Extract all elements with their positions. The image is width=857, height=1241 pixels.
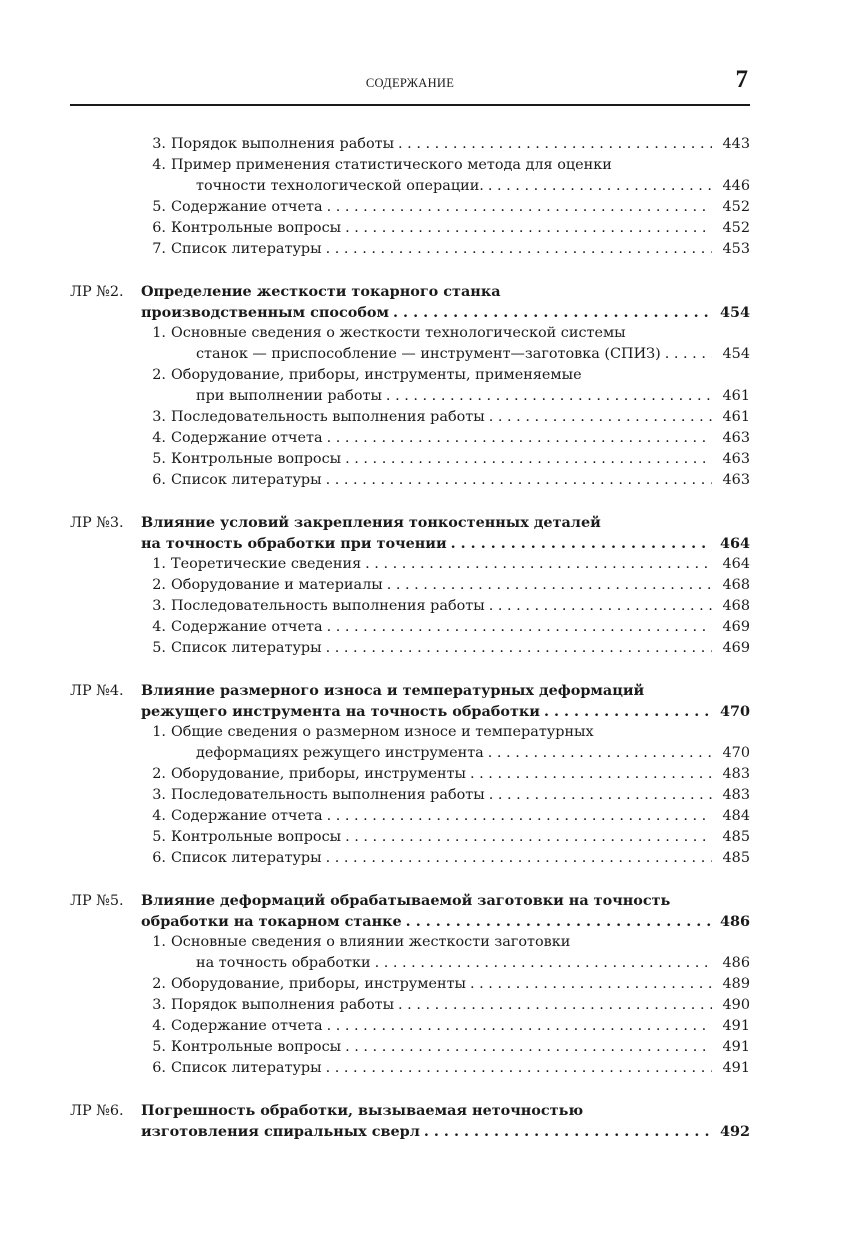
lab-work-title: Влияние деформаций обрабатываемой заготовки на точность xyxy=(141,892,671,909)
lab-work-title: Влияние размерного износа и температурных деформаций xyxy=(141,682,645,699)
entry-label: точности технологической операции. xyxy=(196,178,484,194)
entry-label: Список литературы xyxy=(171,241,322,257)
dot-leader xyxy=(327,428,712,449)
toc-entry[interactable] xyxy=(70,239,750,260)
dot-leader xyxy=(451,533,712,554)
entry-page-number: 470 xyxy=(722,745,750,761)
lab-work-heading[interactable] xyxy=(70,890,750,911)
lab-work-page-number: 470 xyxy=(719,703,750,720)
toc-entry[interactable] xyxy=(70,1058,750,1079)
page-number: 7 xyxy=(735,66,748,93)
entry-label: Оборудование, приборы, инструменты xyxy=(171,766,466,782)
toc-entry[interactable] xyxy=(70,428,750,449)
dot-leader xyxy=(489,596,712,617)
page-header xyxy=(70,0,750,106)
lab-work-section xyxy=(70,680,750,869)
toc-continuation-block xyxy=(70,134,750,260)
entry-page-number: 485 xyxy=(722,829,750,845)
dot-leader xyxy=(470,974,712,995)
entry-page-number: 483 xyxy=(722,787,750,803)
dot-leader xyxy=(393,302,712,323)
toc-entry[interactable] xyxy=(70,1037,750,1058)
entry-number: 2. xyxy=(152,766,166,782)
entry-label: Контрольные вопросы xyxy=(171,1039,342,1055)
entry-number: 3. xyxy=(152,997,166,1013)
dot-leader xyxy=(345,218,712,239)
entry-label: Основные сведения о жесткости технологической системы xyxy=(171,325,626,341)
toc-entry[interactable] xyxy=(70,1016,750,1037)
dot-leader xyxy=(345,827,712,848)
entry-label: станок — приспособление — инструмент—заготовка (СПИЗ) xyxy=(196,346,661,362)
dot-leader xyxy=(327,617,712,638)
entry-number: 4. xyxy=(152,808,166,824)
lab-work-heading[interactable] xyxy=(70,281,750,302)
entry-number: 1. xyxy=(152,934,166,950)
entry-number: 5. xyxy=(152,451,166,467)
entry-label: Контрольные вопросы xyxy=(171,451,342,467)
dot-leader xyxy=(398,995,712,1016)
lab-work-title: режущего инструмента на точность обработки xyxy=(141,703,540,720)
entry-number: 7. xyxy=(152,241,166,257)
toc-entry[interactable] xyxy=(70,617,750,638)
toc-entry[interactable] xyxy=(70,932,750,953)
entry-number: 3. xyxy=(152,136,166,152)
toc-entry[interactable] xyxy=(70,344,750,365)
dot-leader xyxy=(365,554,712,575)
entry-number: 3. xyxy=(152,598,166,614)
entry-number: 5. xyxy=(152,1039,166,1055)
entry-label: Последовательность выполнения работы xyxy=(171,787,485,803)
dot-leader xyxy=(327,197,712,218)
toc-entry[interactable] xyxy=(70,575,750,596)
entry-number: 5. xyxy=(152,199,166,215)
entry-label: Последовательность выполнения работы xyxy=(171,598,485,614)
entry-page-number: 490 xyxy=(722,997,750,1013)
lab-work-section xyxy=(70,281,750,491)
entry-label: Список литературы xyxy=(171,1060,322,1076)
dot-leader xyxy=(387,575,712,596)
toc-entry[interactable] xyxy=(70,470,750,491)
dot-leader xyxy=(327,1016,712,1037)
toc-entry[interactable] xyxy=(70,176,750,197)
entry-label: Содержание отчета xyxy=(171,1018,323,1034)
toc-entry[interactable] xyxy=(70,155,750,176)
dot-leader xyxy=(326,239,712,260)
dot-leader xyxy=(488,176,712,197)
entry-number: 4. xyxy=(152,1018,166,1034)
entry-number: 6. xyxy=(152,850,166,866)
entry-page-number: 469 xyxy=(722,640,750,656)
entry-page-number: 463 xyxy=(722,451,750,467)
toc-entry[interactable] xyxy=(70,806,750,827)
entry-page-number: 483 xyxy=(722,766,750,782)
lab-work-heading[interactable] xyxy=(70,1100,750,1121)
toc-entry[interactable] xyxy=(70,554,750,575)
entry-number: 3. xyxy=(152,409,166,425)
entry-label: Последовательность выполнения работы xyxy=(171,409,485,425)
toc-entry[interactable] xyxy=(70,386,750,407)
entry-number: 1. xyxy=(152,724,166,740)
entry-number: 4. xyxy=(152,157,166,173)
entry-label: Оборудование и материалы xyxy=(171,577,383,593)
lab-work-number: ЛР №6. xyxy=(70,1103,124,1119)
lab-work-title: Влияние условий закрепления тонкостенных деталей xyxy=(141,514,601,531)
dot-leader xyxy=(406,911,712,932)
entry-number: 3. xyxy=(152,787,166,803)
entry-label: Контрольные вопросы xyxy=(171,220,342,236)
toc-entry[interactable] xyxy=(70,365,750,386)
entry-page-number: 454 xyxy=(722,346,750,362)
dot-leader xyxy=(326,638,712,659)
lab-work-title: Погрешность обработки, вызываемая неточностью xyxy=(141,1102,584,1119)
entry-page-number: 469 xyxy=(722,619,750,635)
lab-work-number: ЛР №5. xyxy=(70,893,124,909)
lab-work-heading[interactable] xyxy=(70,911,750,932)
entry-page-number: 491 xyxy=(722,1018,750,1034)
dot-leader xyxy=(489,407,712,428)
entry-label: Основные сведения о влиянии жесткости заготовки xyxy=(171,934,571,950)
entry-page-number: 484 xyxy=(722,808,750,824)
lab-work-page-number: 492 xyxy=(719,1123,750,1140)
entry-number: 6. xyxy=(152,472,166,488)
header-rule xyxy=(70,104,750,106)
entry-number: 5. xyxy=(152,640,166,656)
entry-number: 2. xyxy=(152,577,166,593)
entry-number: 6. xyxy=(152,220,166,236)
dot-leader xyxy=(345,449,712,470)
entry-number: 2. xyxy=(152,367,166,383)
entry-page-number: 468 xyxy=(722,598,750,614)
entry-label: Список литературы xyxy=(171,640,322,656)
toc-entry[interactable] xyxy=(70,134,750,155)
entry-number: 1. xyxy=(152,325,166,341)
toc-entry[interactable] xyxy=(70,743,750,764)
lab-work-number: ЛР №2. xyxy=(70,284,124,300)
lab-work-section xyxy=(70,890,750,1079)
entry-page-number: 486 xyxy=(722,955,750,971)
entry-page-number: 443 xyxy=(722,136,750,152)
entry-number: 5. xyxy=(152,829,166,845)
lab-work-heading[interactable] xyxy=(70,1121,750,1142)
entry-label: Пример применения статистического метода для оценки xyxy=(171,157,612,173)
dot-leader xyxy=(398,134,712,155)
entry-page-number: 452 xyxy=(722,199,750,215)
toc-entry[interactable] xyxy=(70,974,750,995)
entry-label: Содержание отчета xyxy=(171,619,323,635)
entry-label: Порядок выполнения работы xyxy=(171,997,395,1013)
entry-label: на точность обработки xyxy=(196,955,371,971)
entry-page-number: 461 xyxy=(722,388,750,404)
lab-work-page-number: 464 xyxy=(719,535,750,552)
toc-entry[interactable] xyxy=(70,722,750,743)
lab-work-heading[interactable] xyxy=(70,680,750,701)
toc-entry[interactable] xyxy=(70,218,750,239)
lab-work-number: ЛР №4. xyxy=(70,683,124,699)
entry-number: 2. xyxy=(152,976,166,992)
entry-page-number: 489 xyxy=(722,976,750,992)
entry-page-number: 463 xyxy=(722,430,750,446)
entry-number: 4. xyxy=(152,619,166,635)
dot-leader xyxy=(386,386,712,407)
dot-leader xyxy=(489,785,712,806)
entry-label: Содержание отчета xyxy=(171,199,323,215)
entry-label: Содержание отчета xyxy=(171,808,323,824)
toc-entry[interactable] xyxy=(70,785,750,806)
lab-work-section xyxy=(70,1100,750,1142)
lab-work-heading[interactable] xyxy=(70,512,750,533)
entry-page-number: 491 xyxy=(722,1039,750,1055)
toc-entry[interactable] xyxy=(70,848,750,869)
dot-leader xyxy=(665,344,712,365)
entry-page-number: 468 xyxy=(722,577,750,593)
lab-work-heading[interactable] xyxy=(70,533,750,554)
entry-label: Содержание отчета xyxy=(171,430,323,446)
lab-work-title: обработки на токарном станке xyxy=(141,913,402,930)
lab-work-page-number: 486 xyxy=(719,913,750,930)
entry-label: Контрольные вопросы xyxy=(171,829,342,845)
entry-page-number: 464 xyxy=(722,556,750,572)
entry-page-number: 463 xyxy=(722,472,750,488)
entry-label: при выполнении работы xyxy=(196,388,382,404)
lab-work-title: изготовления спиральных сверл xyxy=(141,1123,420,1140)
dot-leader xyxy=(470,764,712,785)
toc-entry[interactable] xyxy=(70,827,750,848)
entry-label: Оборудование, приборы, инструменты, применяемые xyxy=(171,367,582,383)
entry-page-number: 446 xyxy=(722,178,750,194)
toc-entry[interactable] xyxy=(70,764,750,785)
entry-label: Теоретические сведения xyxy=(171,556,362,572)
toc-entry[interactable] xyxy=(70,449,750,470)
toc-entry[interactable] xyxy=(70,323,750,344)
entry-label: Общие сведения о размерном износе и температурных xyxy=(171,724,594,740)
dot-leader xyxy=(375,953,712,974)
entry-number: 4. xyxy=(152,430,166,446)
entry-label: деформациях режущего инструмента xyxy=(196,745,484,761)
toc-entry[interactable] xyxy=(70,638,750,659)
toc-entry[interactable] xyxy=(70,953,750,974)
toc-entry[interactable] xyxy=(70,596,750,617)
entry-page-number: 485 xyxy=(722,850,750,866)
entry-label: Список литературы xyxy=(171,472,322,488)
entry-number: 1. xyxy=(152,556,166,572)
entry-page-number: 461 xyxy=(722,409,750,425)
dot-leader xyxy=(424,1121,712,1142)
toc-entry[interactable] xyxy=(70,995,750,1016)
entry-label: Оборудование, приборы, инструменты xyxy=(171,976,466,992)
running-title: СОДЕРЖАНИЕ xyxy=(365,76,455,90)
dot-leader xyxy=(326,848,712,869)
lab-work-title: на точность обработки при точении xyxy=(141,535,447,552)
entry-label: Порядок выполнения работы xyxy=(171,136,395,152)
entry-number: 6. xyxy=(152,1060,166,1076)
lab-work-page-number: 454 xyxy=(719,304,750,321)
dot-leader xyxy=(326,1058,712,1079)
lab-work-title: Определение жесткости токарного станка xyxy=(141,283,501,300)
dot-leader xyxy=(345,1037,712,1058)
entry-label: Список литературы xyxy=(171,850,322,866)
entry-page-number: 453 xyxy=(722,241,750,257)
lab-work-section xyxy=(70,512,750,659)
table-of-contents xyxy=(70,134,750,1142)
lab-work-number: ЛР №3. xyxy=(70,515,124,531)
dot-leader xyxy=(544,701,712,722)
toc-entry[interactable] xyxy=(70,197,750,218)
dot-leader xyxy=(327,806,712,827)
dot-leader xyxy=(326,470,712,491)
entry-page-number: 452 xyxy=(722,220,750,236)
lab-work-heading[interactable] xyxy=(70,701,750,722)
entry-page-number: 491 xyxy=(722,1060,750,1076)
lab-work-heading[interactable] xyxy=(70,302,750,323)
lab-work-title: производственным способом xyxy=(141,304,390,321)
dot-leader xyxy=(488,743,712,764)
toc-entry[interactable] xyxy=(70,407,750,428)
